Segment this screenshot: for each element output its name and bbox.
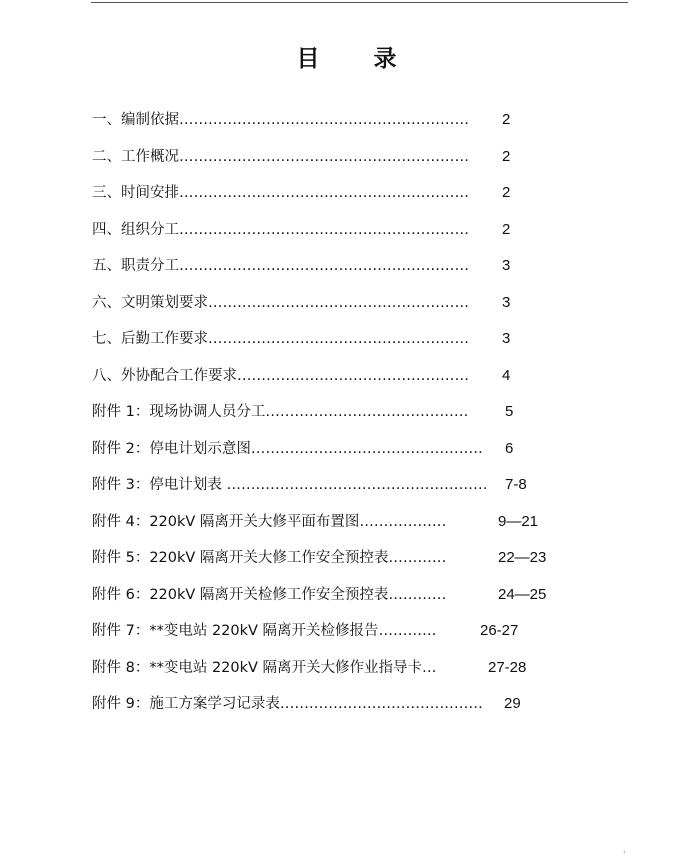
toc-entry-page: 2 (502, 147, 511, 165)
toc-entry-page: 9—21 (498, 512, 539, 530)
toc-entry-label: 附件 1：现场协调人员分工…………………………………… (92, 404, 469, 420)
toc-entry-page: 22—23 (498, 549, 547, 566)
toc-entry-label: 附件 4：220kV 隔离开关大修平面布置图……………… (92, 513, 447, 530)
toc-entry (92, 364, 652, 388)
toc-entry-page: 3 (502, 293, 511, 311)
toc-entry-page: 4 (502, 366, 511, 384)
toc-entry (92, 656, 652, 680)
toc-entry (92, 473, 652, 497)
toc-entry-label: 附件 7：**变电站 220kV 隔离开关检修报告………… (92, 623, 437, 639)
toc-entry-page: 5 (505, 403, 514, 420)
toc-entry (92, 327, 652, 351)
corner-mark: · (623, 848, 626, 857)
toc-entry (92, 145, 652, 169)
toc-entry (92, 181, 652, 205)
toc-entry (92, 108, 652, 132)
toc-entry-page: 24—25 (498, 585, 547, 603)
top-rule (91, 2, 628, 3)
toc-entry (92, 254, 652, 278)
toc-entry-label: 附件 3：停电计划表 ……………………………………………… (92, 477, 488, 493)
toc-entry (92, 583, 652, 607)
toc-entry-label: 附件 6：220kV 隔离开关检修工作安全预控表………… (92, 586, 447, 603)
toc-entry-page: 3 (502, 330, 511, 347)
toc-entry-label: 附件 2：停电计划示意图………………………………………… (92, 440, 483, 457)
toc-entry-label: 一、编制依据…………………………………………………… (92, 112, 469, 128)
toc-entry-page: 2 (502, 111, 511, 128)
toc-entry (92, 291, 652, 315)
toc-entry-page: 2 (502, 184, 511, 201)
toc-entry-label: 六、文明策划要求……………………………………………… (92, 294, 469, 311)
title-char-2: 录 (373, 46, 397, 72)
page-title (0, 40, 693, 73)
toc-entry-label: 附件 8：**变电站 220kV 隔离开关大修作业指导卡… (92, 659, 437, 676)
toc-entry (92, 437, 652, 461)
toc-entry-label: 三、时间安排…………………………………………………… (92, 185, 469, 201)
toc-entry-page: 7-8 (505, 476, 527, 493)
title-char-1: 目 (296, 46, 320, 72)
toc-entry-label: 七、后勤工作要求……………………………………………… (92, 331, 469, 347)
toc-entry-page: 6 (505, 439, 514, 457)
toc-entry-page: 26-27 (480, 622, 519, 639)
toc-entry-label: 附件 5：220kV 隔离开关大修工作安全预控表………… (92, 550, 447, 566)
toc-entry (92, 619, 652, 643)
toc-entry-label: 四、组织分工…………………………………………………… (92, 221, 469, 238)
toc-entry (92, 218, 652, 242)
toc-entry-label: 五、职责分工…………………………………………………… (92, 258, 469, 274)
toc-entry-page: 29 (504, 695, 521, 712)
toc-entry-label: 附件 9：施工方案学习记录表…………………………………… (92, 696, 483, 712)
toc-entry-label: 二、工作概况…………………………………………………… (92, 148, 469, 165)
toc-entry-page: 27-28 (488, 658, 527, 676)
toc-entry (92, 400, 652, 424)
toc-entry-label: 八、外协配合工作要求………………………………………… (92, 367, 469, 384)
toc-entry-page: 2 (502, 220, 511, 238)
toc-entry-page: 3 (502, 257, 511, 274)
toc-entry (92, 510, 652, 534)
toc-entry (92, 546, 652, 570)
toc-entry (92, 692, 652, 716)
